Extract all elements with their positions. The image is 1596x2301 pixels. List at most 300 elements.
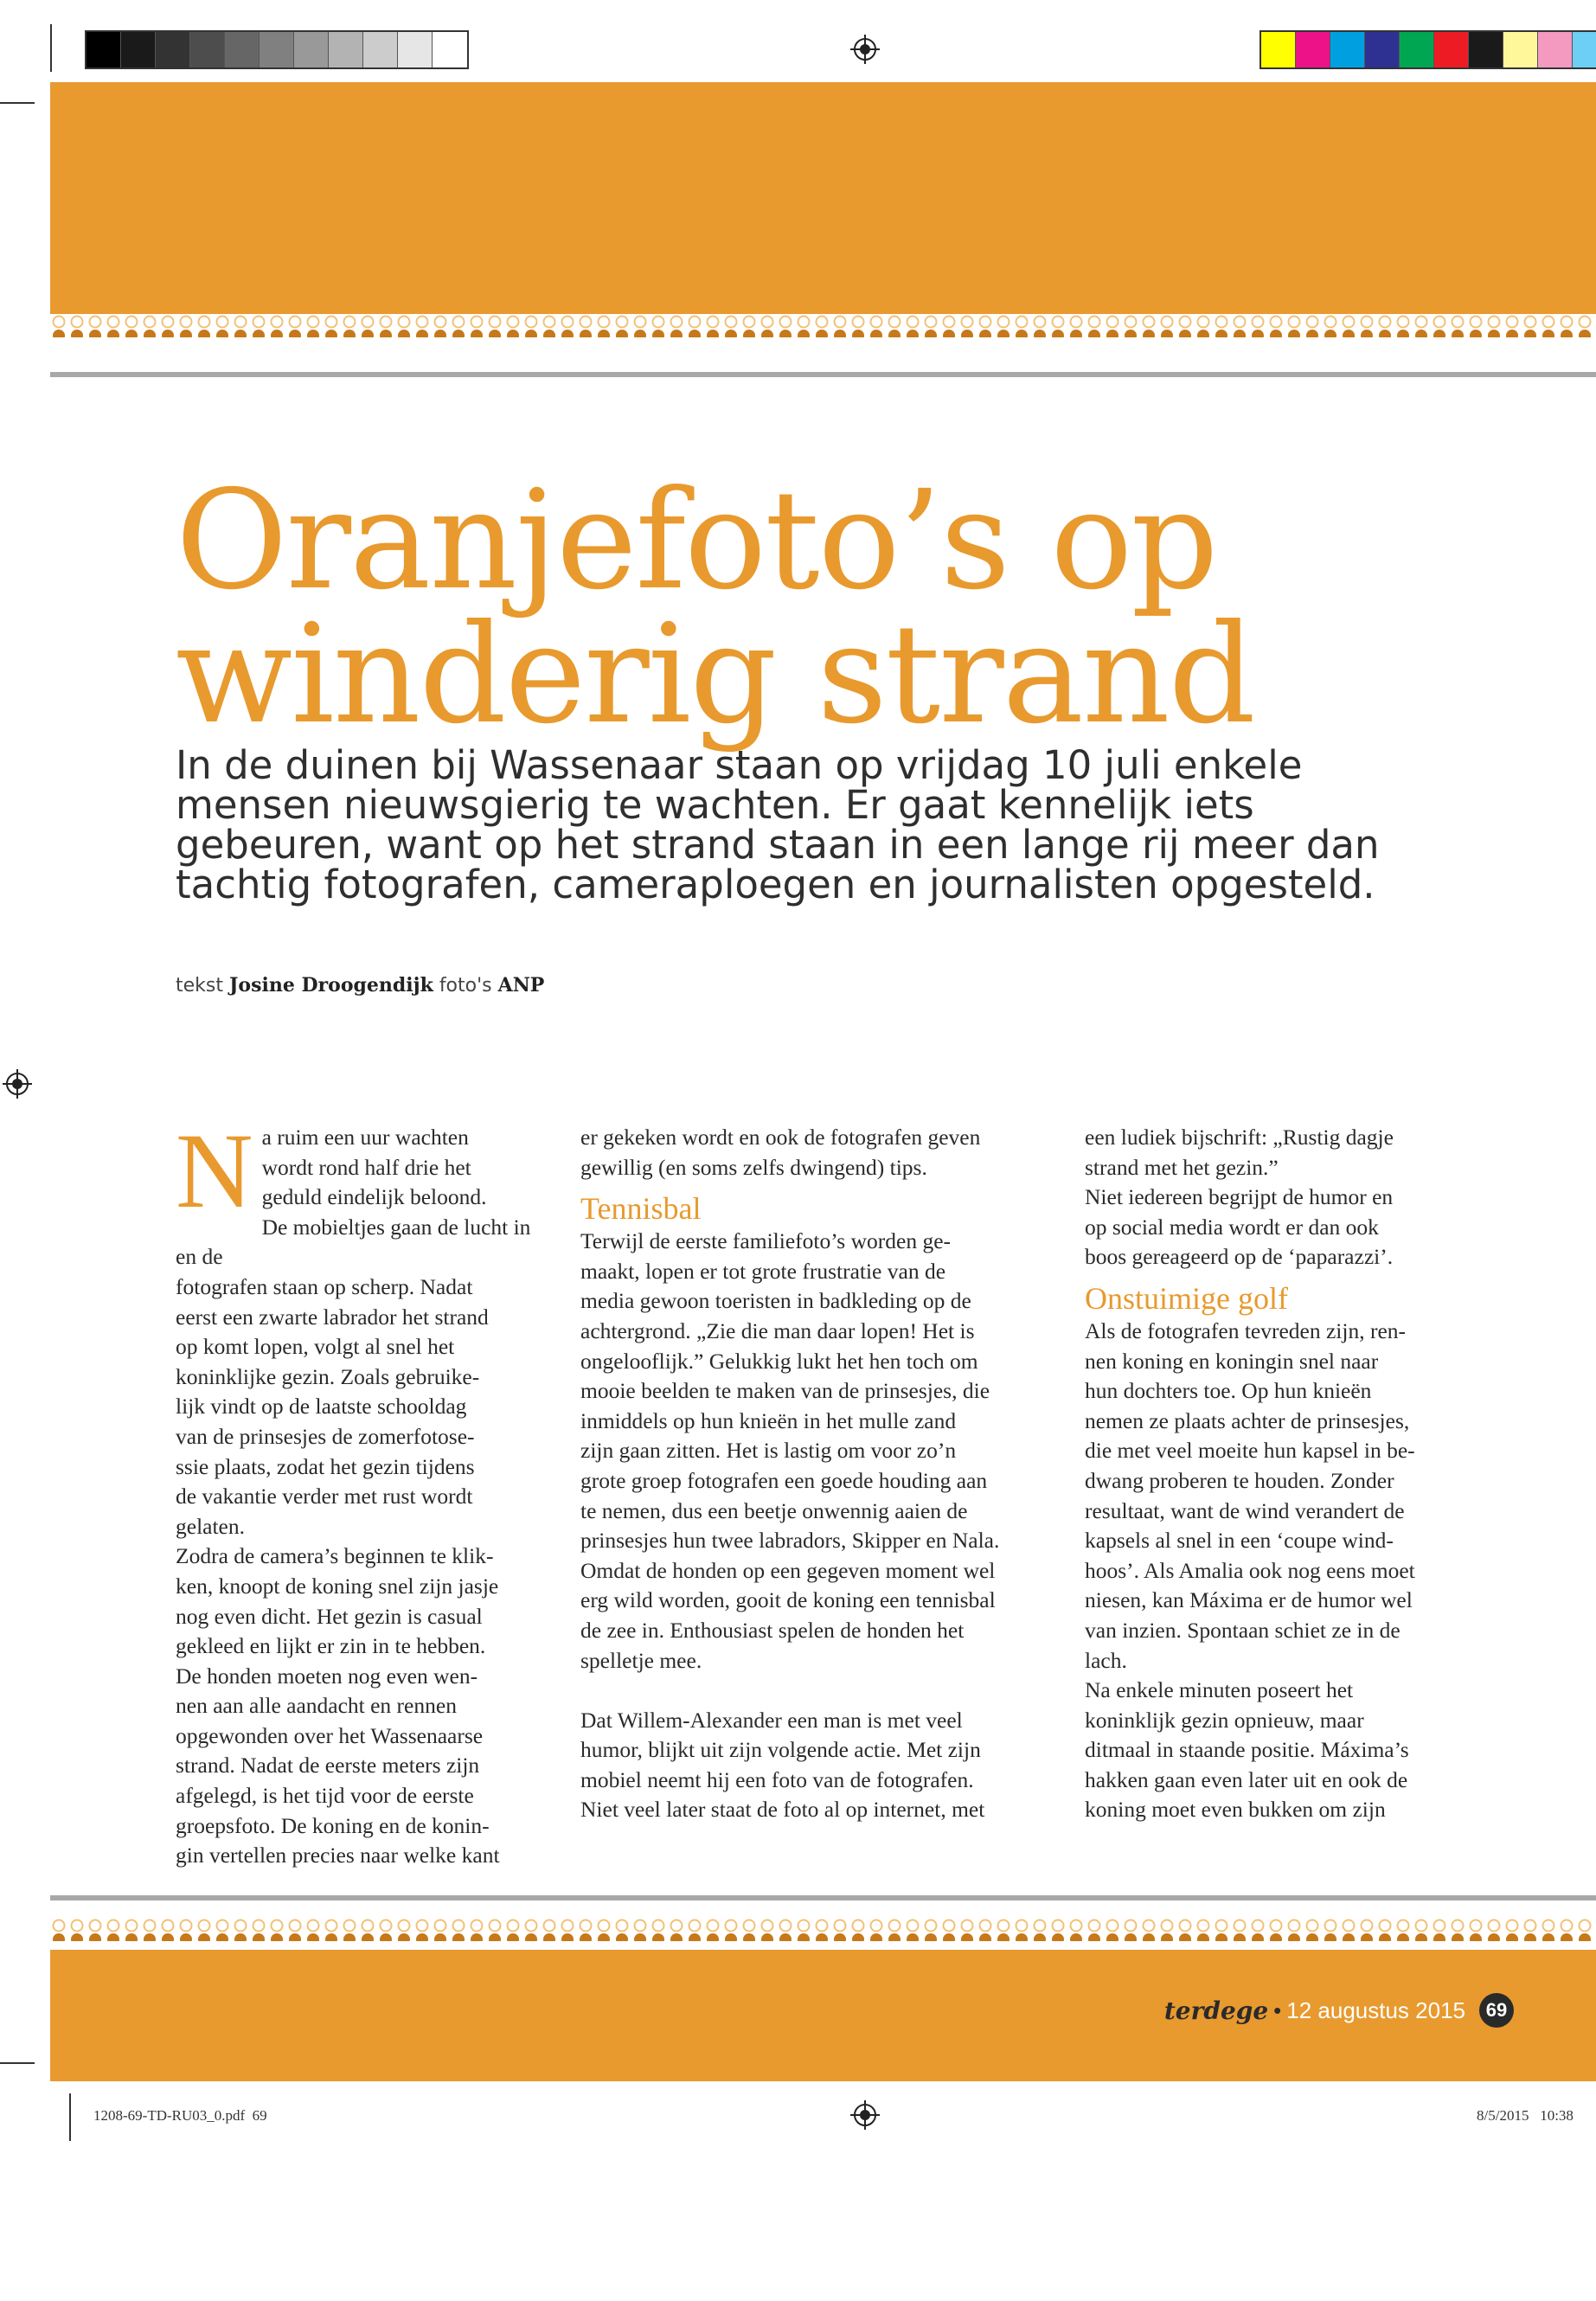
slug-file: 1208-69-TD-RU03_0.pdf [93, 2107, 246, 2124]
decorative-dot-outline [1580, 317, 1591, 328]
decorative-dot-outline [453, 317, 465, 328]
text-line: In de duinen bij Wassenaar staan op vrijdag 10 juli enkele [176, 742, 1303, 788]
text-line: mooie beelden te maken van de prinsesjes, die [580, 1378, 990, 1404]
text-line: nen koning en koningin snel naar [1085, 1348, 1379, 1374]
decorative-dot-outline [599, 1920, 610, 1932]
paragraph-gap [580, 1676, 1065, 1706]
decorative-dot-outline [1144, 1920, 1155, 1932]
calibration-swatch [121, 32, 156, 67]
decorative-dot-outline [381, 317, 392, 328]
print-slug-datetime [1477, 2107, 1574, 2125]
decorative-dot [71, 330, 83, 337]
decorative-dot [1361, 330, 1373, 337]
decorative-dot [779, 1933, 792, 1941]
decorative-dot [1324, 330, 1336, 337]
decorative-dot [1343, 1933, 1355, 1941]
decorative-dot-outline [635, 1920, 646, 1932]
article-title [176, 461, 1473, 754]
decorative-dot-outline [199, 1920, 210, 1932]
decorative-dot-outline [1362, 1920, 1373, 1932]
decorative-dot-outline [1489, 1920, 1500, 1932]
decorative-dot [1288, 1933, 1300, 1941]
decorative-dot-outline [744, 1920, 755, 1932]
decorative-dot-outline [907, 1920, 919, 1932]
text-line: spelletje mee. [580, 1647, 702, 1673]
text-line: ken, knoopt de koning snel zijn jasje [176, 1573, 499, 1599]
text-line: te nemen, dus een beetje onwennig aaien de [580, 1497, 968, 1523]
decorative-dot-outline [780, 317, 792, 328]
decorative-dot [943, 330, 955, 337]
decorative-dot [1070, 1933, 1082, 1941]
decorative-dot [53, 330, 65, 337]
decorative-dot-outline [399, 317, 410, 328]
decorative-dot [925, 330, 937, 337]
decorative-dot-outline [1380, 1920, 1391, 1932]
decorative-dot-outline [1053, 317, 1064, 328]
decorative-dot-outline [1380, 317, 1391, 328]
calibration-swatch [1573, 32, 1596, 67]
decorative-dot [1161, 1933, 1173, 1941]
decorative-dot [343, 1933, 356, 1941]
decorative-dot-outline [1198, 1920, 1209, 1932]
decorative-dot-outline [1489, 317, 1500, 328]
text-line: hakken gaan even later uit en ook de [1085, 1766, 1408, 1792]
decorative-dot-outline [1016, 1920, 1028, 1932]
article-title-line-2: winderig strand [176, 595, 1254, 754]
text-line: De honden moeten nog even wen- [176, 1663, 478, 1689]
text-line: media gewoon toeristen in badkleding op de [580, 1288, 971, 1314]
text-line: inmiddels op hun knieën in het mulle zand [580, 1407, 957, 1433]
decorative-dot [253, 330, 265, 337]
decorative-dot-outline [1343, 1920, 1355, 1932]
text-line: gin vertellen precies naar welke kant [176, 1843, 500, 1868]
text-line: gekleed en lijkt er zin in te hebben. [176, 1633, 486, 1659]
decorative-dot [1288, 330, 1300, 337]
decorative-dot [816, 1933, 828, 1941]
decorative-dot [1197, 1933, 1209, 1941]
decorative-dot-outline [108, 317, 119, 328]
decorative-dot-outline [1452, 1920, 1464, 1932]
decorative-dot [107, 1933, 119, 1941]
decorative-dot [1452, 1933, 1464, 1941]
decorative-dot [525, 1933, 537, 1941]
decorative-dot-outline [1107, 1920, 1118, 1932]
decorative-dot-outline [126, 1920, 138, 1932]
decorative-dot-outline [1307, 1920, 1318, 1932]
decorative-dot-outline [544, 317, 555, 328]
decorative-dot [89, 330, 101, 337]
decorative-dot-outline [944, 1920, 955, 1932]
decorative-dot [1324, 1933, 1336, 1941]
decorative-dot-outline [1507, 1920, 1518, 1932]
decorative-dot-outline [308, 1920, 319, 1932]
decorative-dot [652, 1933, 664, 1941]
decorative-dot-outline [1162, 317, 1173, 328]
decorative-dot [1161, 330, 1173, 337]
decorative-dot [907, 1933, 919, 1941]
text-line: maakt, lopen er tot grote frustratie van de [580, 1258, 946, 1284]
text-line: ditmaal in staande positie. Máxima’s [1085, 1737, 1409, 1763]
calibration-swatch [363, 32, 398, 67]
decorative-dot [580, 1933, 592, 1941]
decorative-dot-outline [508, 1920, 519, 1932]
decorative-dot-outline [181, 1920, 192, 1932]
text-line: a ruim een uur wachten [261, 1125, 469, 1150]
text-line: humor, blijkt uit zijn volgende actie. Met zijn [580, 1737, 981, 1763]
column-3-text-b [1085, 1317, 1491, 1825]
decorative-dot [198, 1933, 210, 1941]
decorative-dot [1306, 330, 1318, 337]
decorative-dot-outline [1089, 317, 1100, 328]
calibration-swatch [1503, 32, 1538, 67]
decorative-dot-outline [980, 317, 991, 328]
calibration-swatch [1400, 32, 1434, 67]
footer-divider-rule [50, 1895, 1596, 1900]
decorative-dot-outline [1180, 1920, 1191, 1932]
decorative-dot-outline [599, 317, 610, 328]
byline-photo-label: foto's [439, 975, 492, 997]
decorative-dot-outline [1162, 1920, 1173, 1932]
decorative-dot [598, 1933, 610, 1941]
decorative-dot [1106, 1933, 1118, 1941]
decorative-dot [634, 330, 646, 337]
decorative-dot [652, 330, 664, 337]
issue-date: 12 augustus 2015 [1286, 1997, 1465, 2023]
decorative-dot [561, 1933, 574, 1941]
decorative-dot-outline [1089, 1920, 1100, 1932]
decorative-dot [1179, 330, 1191, 337]
calibration-swatch [87, 32, 121, 67]
column-1-text [176, 1112, 552, 1871]
text-line: zijn gaan zitten. Het is lastig om voor zo’n [580, 1438, 957, 1464]
decorative-dot [1415, 330, 1427, 337]
text-line: kapsels al snel in een ‘coupe wind- [1085, 1528, 1394, 1554]
decorative-dot [471, 1933, 483, 1941]
decorative-dot-outline [1325, 317, 1336, 328]
decorative-dot-outline [1271, 1920, 1282, 1932]
text-line: gewillig (en soms zelfs dwingend) tips. [580, 1154, 927, 1180]
decorative-dot [307, 1933, 319, 1941]
crop-mark-top-left-horizontal [0, 102, 35, 104]
decorative-dot [1561, 1933, 1573, 1941]
decorative-dot [1215, 330, 1227, 337]
crop-mark-bottom-left-vertical [69, 2093, 71, 2141]
text-line: ongelooflijk.” Gelukkig lukt het hen toch om [580, 1348, 978, 1374]
decorative-dot-outline [617, 1920, 628, 1932]
decorative-dot-outline [326, 1920, 337, 1932]
decorative-dot [852, 1933, 864, 1941]
decorative-dot-outline [235, 317, 247, 328]
decorative-dot [1488, 330, 1500, 337]
decorative-dot-outline [708, 1920, 719, 1932]
decorative-dot-outline [1107, 317, 1118, 328]
decorative-dot-outline [490, 317, 501, 328]
decorative-dot-outline [1561, 1920, 1573, 1932]
decorative-dot [961, 1933, 973, 1941]
header-divider-rule [50, 372, 1596, 377]
decorative-dot [1197, 330, 1209, 337]
decorative-dot [507, 330, 519, 337]
decorative-dot-outline [1253, 317, 1264, 328]
decorative-dot [271, 1933, 283, 1941]
decorative-dot-outline [326, 317, 337, 328]
decorative-dot-outline [471, 317, 483, 328]
decorative-dot [452, 330, 465, 337]
decorative-dot [561, 330, 574, 337]
decorative-dot [1016, 1933, 1028, 1941]
decorative-dot-outline [490, 1920, 501, 1932]
decorative-dot-outline [871, 317, 882, 328]
decorative-dot-outline [1125, 1920, 1137, 1932]
text-line: eerst een zwarte labrador het strand [176, 1304, 489, 1330]
decorative-dot-outline [1234, 1920, 1246, 1932]
decorative-dot-outline [144, 1920, 156, 1932]
decorative-dot [1052, 330, 1064, 337]
decorative-dot-outline [726, 317, 737, 328]
text-line: Dat Willem-Alexander een man is met veel [580, 1707, 963, 1733]
decorative-dot-outline [1198, 317, 1209, 328]
decorative-dot-outline [798, 1920, 810, 1932]
decorative-dot-outline [780, 1920, 792, 1932]
decorative-dot [53, 1933, 65, 1941]
registration-mark-left-icon [3, 1069, 32, 1099]
decorative-dot [380, 330, 392, 337]
magazine-brand: terdege [1163, 1996, 1269, 2025]
calibration-swatch [1434, 32, 1469, 67]
decorative-dot-outline [526, 1920, 537, 1932]
text-line: nemen ze plaats achter de prinsesjes, [1085, 1407, 1410, 1433]
decorative-dot-outline [272, 317, 283, 328]
decorative-dot-outline [580, 1920, 592, 1932]
decorative-dot [1125, 330, 1137, 337]
decorative-dot [489, 330, 501, 337]
decorative-dot-outline [163, 1920, 174, 1932]
decorative-dot [1470, 1933, 1482, 1941]
text-line: lijk vindt op de laatste schooldag [176, 1394, 467, 1420]
decorative-dot [1070, 330, 1082, 337]
calibration-swatch [329, 32, 363, 67]
column-2-text-c [580, 1706, 1065, 1825]
subheading-onstuimige-golf: Onstuimige golf [1085, 1280, 1288, 1316]
text-line: een ludiek bijschrift: „Rustig dagje [1085, 1125, 1394, 1150]
text-line: er gekeken wordt en ook de fotografen geven [580, 1125, 981, 1150]
decorative-dot [1524, 330, 1536, 337]
article-column-2 [580, 1123, 1065, 1825]
decorative-dot [1579, 330, 1591, 337]
decorative-dot-outline [817, 1920, 828, 1932]
decorative-dot [725, 330, 737, 337]
decorative-dot [979, 330, 991, 337]
decorative-dot [471, 330, 483, 337]
decorative-dot [144, 1933, 156, 1941]
decorative-dot [816, 330, 828, 337]
decorative-dot-outline [344, 1920, 356, 1932]
decorative-dot [798, 330, 810, 337]
decorative-dot [580, 330, 592, 337]
decorative-dot [779, 330, 792, 337]
decorative-dot-outline [1216, 1920, 1227, 1932]
decorative-dot [434, 330, 446, 337]
decorative-dot-outline [562, 317, 574, 328]
decorative-dot [725, 1933, 737, 1941]
text-line: Zodra de camera’s beginnen te klik- [176, 1543, 494, 1569]
decorative-dot-outline [1035, 1920, 1046, 1932]
decorative-dot-outline [762, 317, 773, 328]
page-number-badge: 69 [1479, 1993, 1514, 2028]
decorative-dot [71, 1933, 83, 1941]
crop-mark-top-left-vertical [50, 24, 52, 72]
text-line: wordt rond half drie het [261, 1154, 471, 1180]
decorative-dot-outline [290, 317, 301, 328]
decorative-dot [888, 330, 901, 337]
decorative-dot-outline [235, 1920, 247, 1932]
text-line: resultaat, want de wind verandert de [1085, 1497, 1405, 1523]
decorative-dot-outline [871, 1920, 882, 1932]
text-line: groepsfoto. De koning en de konin- [176, 1812, 490, 1838]
byline-text-label: tekst [176, 975, 223, 997]
decorative-dot [1034, 330, 1046, 337]
decorative-dot [1433, 1933, 1445, 1941]
decorative-dot-outline [653, 317, 664, 328]
text-line: prinsesjes hun twee labradors, Skipper en Nala. [580, 1528, 1000, 1554]
decorative-dot-outline [90, 317, 101, 328]
decorative-dot [452, 1933, 465, 1941]
decorative-dot [162, 1933, 174, 1941]
decorative-dot-outline [72, 317, 83, 328]
calibration-swatch [1365, 32, 1400, 67]
decorative-dot [1488, 1933, 1500, 1941]
decorative-dot [1252, 330, 1264, 337]
decorative-dot-outline [1234, 317, 1246, 328]
decorative-dot-outline [907, 317, 919, 328]
decorative-dot-outline [1434, 1920, 1445, 1932]
text-line: niesen, kan Máxima er de humor wel [1085, 1587, 1413, 1613]
text-line: nen aan alle aandacht en rennen [176, 1693, 457, 1719]
text-line: strand. Nadat de eerste meters zijn [176, 1753, 480, 1779]
decorative-dot [1506, 1933, 1518, 1941]
decorative-dot-outline [1289, 317, 1300, 328]
decorative-dot [1524, 1933, 1536, 1941]
decorative-dot [1234, 1933, 1246, 1941]
text-line: Als de fotografen tevreden zijn, ren- [1085, 1317, 1407, 1343]
article-column-1 [176, 1112, 552, 1871]
decorative-dot-outline [290, 1920, 301, 1932]
calibration-swatch [225, 32, 260, 67]
decorative-dot-outline [889, 1920, 901, 1932]
decorative-dot-outline [54, 317, 65, 328]
decorative-dot [1179, 1933, 1191, 1941]
decorative-dot [525, 330, 537, 337]
text-line: tachtig fotografen, cameraploegen en journalisten opgesteld. [176, 862, 1375, 907]
decorative-dot [162, 330, 174, 337]
decorative-dot-outline [362, 1920, 374, 1932]
decorative-dot-outline [817, 317, 828, 328]
decorative-dot [598, 330, 610, 337]
decorative-dot [707, 330, 719, 337]
decorative-dot [125, 1933, 138, 1941]
decorative-dot-outline [272, 1920, 283, 1932]
text-line: van de prinsesjes de zomerfotose- [176, 1423, 475, 1449]
decorative-dot-outline [998, 1920, 1010, 1932]
decorative-dot-outline [944, 317, 955, 328]
decorative-dot-outline [308, 317, 319, 328]
decorative-dot [307, 330, 319, 337]
decorative-dot [1016, 330, 1028, 337]
decorative-dot-outline [72, 1920, 83, 1932]
decorative-dot [325, 330, 337, 337]
decorative-dot-outline [1416, 317, 1427, 328]
article-intro [176, 742, 1447, 907]
header-orange-band [50, 82, 1596, 314]
text-line: van inzien. Spontaan schiet ze in de [1085, 1617, 1401, 1643]
decorative-dot [1125, 1933, 1137, 1941]
decorative-dot [1088, 330, 1100, 337]
decorative-dot-outline [1543, 317, 1554, 328]
decorative-dot [1143, 1933, 1155, 1941]
decorative-dot-outline [926, 1920, 937, 1932]
slug-date: 8/5/2015 [1477, 2107, 1529, 2124]
text-line: lach. [1085, 1647, 1127, 1673]
decorative-dot-outline [344, 317, 356, 328]
decorative-dot [216, 1933, 228, 1941]
text-line: hun dochters toe. Op hun knieën [1085, 1378, 1372, 1404]
decorative-dot-outline [526, 317, 537, 328]
decorative-dot [1561, 330, 1573, 337]
decorative-dot [271, 330, 283, 337]
decorative-dot-outline [853, 317, 864, 328]
decorative-dot-outline [1561, 317, 1573, 328]
text-line: hoos’. Als Amalia ook nog eens moet [1085, 1557, 1415, 1583]
decorative-dot-outline [1507, 317, 1518, 328]
decorative-dot [798, 1933, 810, 1941]
decorative-dot [234, 330, 247, 337]
decorative-dot-outline [671, 317, 683, 328]
decorative-dot-outline [689, 1920, 701, 1932]
text-line: ssie plaats, zodat het gezin tijdens [176, 1453, 475, 1479]
text-line: die met veel moeite hun kapsel in be- [1085, 1438, 1415, 1464]
text-line: mensen nieuwsgierig te wachten. Er gaat kennelijk iets [176, 782, 1254, 828]
text-line: Omdat de honden op een gegeven moment wel [580, 1557, 996, 1583]
decorative-dot [907, 330, 919, 337]
footer-info [1164, 1993, 1514, 2028]
decorative-dot [416, 1933, 428, 1941]
decorative-dot-outline [399, 1920, 410, 1932]
decorative-dot [1306, 1933, 1318, 1941]
decorative-dot [870, 1933, 882, 1941]
decorative-dot-outline [199, 317, 210, 328]
decorative-dot-outline [253, 1920, 265, 1932]
decorative-dot-outline [1362, 317, 1373, 328]
text-line: mobiel neemt hij een foto van de fotografen. [580, 1766, 974, 1792]
decorative-dot-outline [435, 1920, 446, 1932]
decorative-dot [834, 330, 846, 337]
decorative-dot [689, 330, 701, 337]
decorative-dot [670, 330, 683, 337]
text-line: opgewonden over het Wassenaarse [176, 1722, 484, 1748]
decorative-dot-outline [217, 317, 228, 328]
decorative-dot [1397, 330, 1409, 337]
decorative-dot-outline [1434, 317, 1445, 328]
byline [176, 974, 544, 997]
decorative-dot-outline [417, 317, 428, 328]
decorative-dot-outline [1216, 317, 1227, 328]
decorative-dot [707, 1933, 719, 1941]
decorative-dot-outline [962, 317, 973, 328]
decorative-dot-outline [835, 1920, 846, 1932]
decorative-dot-outline [1035, 317, 1046, 328]
article-title-line-1: Oranjefoto’s op [176, 461, 1217, 620]
decorative-dot-outline [653, 1920, 664, 1932]
